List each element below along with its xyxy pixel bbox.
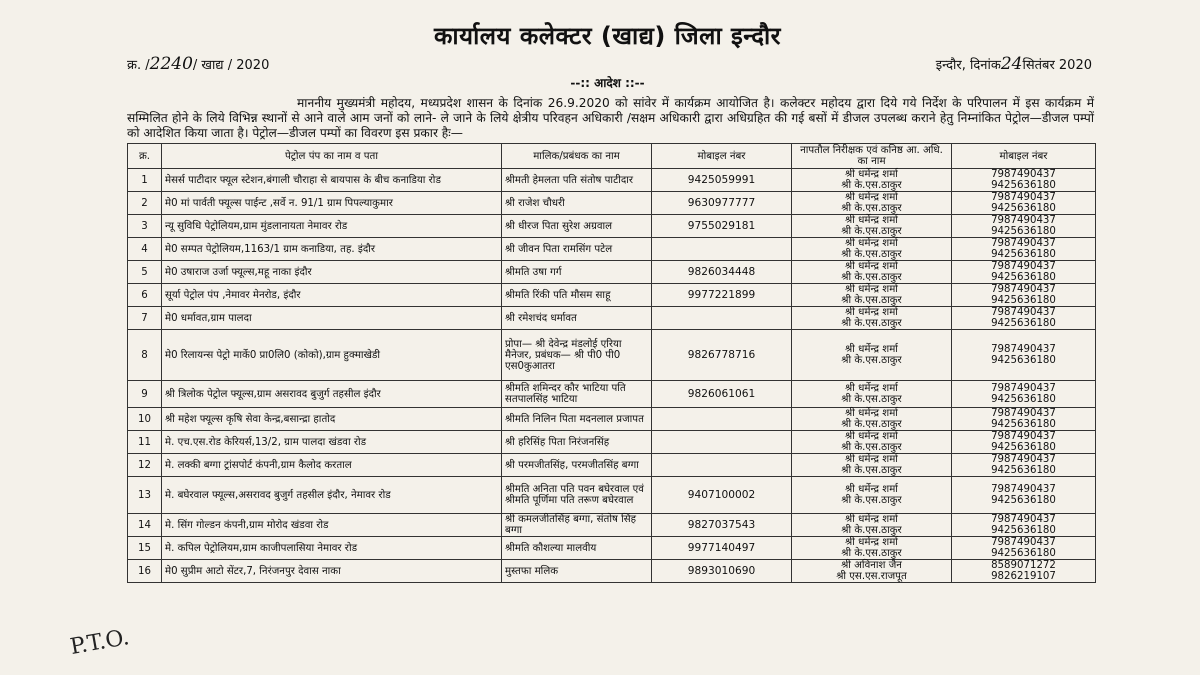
cell-sn: 13	[128, 477, 162, 514]
officer-mobile-2: 9425636180	[991, 272, 1056, 283]
date-prefix: इन्दौर, दिनांक	[935, 58, 1001, 73]
officer-mobile-1: 7987490437	[991, 408, 1056, 419]
cell-officer-mobiles	[952, 284, 1096, 307]
cell-officers	[792, 431, 952, 454]
header-pump: पेट्रोल पंप का नाम व पता	[162, 144, 502, 169]
reference-number	[127, 54, 269, 74]
cell-sn: 5	[128, 261, 162, 284]
table-row	[128, 307, 1096, 330]
officer-mobile-2: 9425636180	[991, 394, 1056, 405]
cell-officers	[792, 261, 952, 284]
cell-pump: मेसर्स पाटीदार फ्यूल स्टेशन,बंगाली चौराहा से बायपास के बीच कनाडिया रोड	[162, 169, 502, 192]
officer-2: श्री के.एस.ठाकुर	[841, 355, 902, 366]
cell-officers	[792, 560, 952, 583]
officer-2: श्री एस.एस.राजपूत	[836, 571, 907, 582]
cell-sn: 7	[128, 307, 162, 330]
officer-mobile-2: 9425636180	[991, 495, 1056, 506]
cell-officers	[792, 381, 952, 408]
officer-1: श्री धर्मेन्द्र शर्मा	[845, 383, 898, 394]
officer-mobile-2: 9425636180	[991, 180, 1056, 191]
officer-2: श्री के.एस.ठाकुर	[841, 318, 902, 329]
cell-mobile: 9755029181	[652, 215, 792, 238]
office-title: कार्यालय कलेक्टर (खाद्य) जिला इन्दौर	[434, 22, 781, 50]
date-suffix: सितंबर 2020	[1022, 58, 1092, 73]
table-row	[128, 169, 1096, 192]
officer-1: श्री धर्मेन्द्र शर्मा	[845, 307, 898, 318]
cell-officers	[792, 307, 952, 330]
order-heading: --:: आदेश ::--	[570, 76, 645, 90]
officer-1: श्री धर्मेन्द्र शर्मा	[845, 484, 898, 495]
officer-mobile-2: 9425636180	[991, 419, 1056, 430]
officer-1: श्री धर्मेन्द्र शर्मा	[845, 514, 898, 525]
officer-1: श्री धर्मेन्द्र शर्मा	[845, 454, 898, 465]
officer-2: श्री के.एस.ठाकुर	[841, 495, 902, 506]
cell-pump: मे. एच.एस.रोड केरियर्स,13/2, ग्राम पालदा खंडवा रोड	[162, 431, 502, 454]
cell-pump: मे. बघेरवाल फ्यूल्स,असरावद बुजुर्ग तहसील इंदौर, नेमावर रोड	[162, 477, 502, 514]
officer-mobile-2: 9425636180	[991, 295, 1056, 306]
cell-pump: मे0 रिलायन्स पेट्रो मार्के0 प्रा0लि0 (कोको),ग्राम हुक्माखेडी	[162, 330, 502, 381]
order-date	[936, 54, 1092, 74]
officer-mobile-1: 7987490437	[991, 537, 1056, 548]
officer-2: श्री के.एस.ठाकुर	[841, 419, 902, 430]
cell-pump: मे0 सम्पत पेट्रोलियम,1163/1 ग्राम कनाडिया, तह. इंदौर	[162, 238, 502, 261]
cell-officer-mobiles	[952, 537, 1096, 560]
cell-officer-mobiles	[952, 381, 1096, 408]
cell-sn: 14	[128, 514, 162, 537]
cell-officer-mobiles	[952, 330, 1096, 381]
officer-1: श्री धर्मेन्द्र शर्मा	[845, 169, 898, 180]
officer-1: श्री धर्मेन्द्र शर्मा	[845, 284, 898, 295]
table-row	[128, 381, 1096, 408]
ref-suffix: / खाद्य / 2020	[192, 58, 270, 73]
cell-officers	[792, 192, 952, 215]
cell-sn: 16	[128, 560, 162, 583]
cell-owner: श्रीमति अनिता पति पवन बघेरवाल एवं श्रीमति पूर्णिमा पति तरूण बघेरवाल	[502, 477, 652, 514]
officer-2: श्री के.एस.ठाकुर	[841, 203, 902, 214]
cell-officers	[792, 238, 952, 261]
cell-mobile	[652, 238, 792, 261]
cell-pump: न्यू सुविधि पेट्रोलियम,ग्राम मुंडलानायता नेमावर रोड	[162, 215, 502, 238]
cell-officers	[792, 169, 952, 192]
officer-mobile-2: 9425636180	[991, 249, 1056, 260]
officer-mobile-1: 7987490437	[991, 383, 1056, 394]
cell-officers	[792, 215, 952, 238]
cell-officer-mobiles	[952, 215, 1096, 238]
cell-owner: श्री परमजीतसिंह, परमजीतसिंह बग्गा	[502, 454, 652, 477]
officer-2: श्री के.एस.ठाकुर	[841, 465, 902, 476]
order-document	[68, 18, 1100, 668]
officer-mobile-2: 9425636180	[991, 525, 1056, 536]
header-mobile: मोबाइल नंबर	[652, 144, 792, 169]
cell-mobile: 9826034448	[652, 261, 792, 284]
officer-mobile-1: 7987490437	[991, 344, 1056, 355]
cell-pump: मे. लक्की बग्गा ट्रांसपोर्ट कंपनी,ग्राम कैलोद करताल	[162, 454, 502, 477]
header-owner: मालिक/प्रबंधक का नाम	[502, 144, 652, 169]
cell-sn: 9	[128, 381, 162, 408]
cell-officer-mobiles	[952, 431, 1096, 454]
cell-mobile	[652, 408, 792, 431]
ref-prefix: क्र. /	[127, 58, 150, 73]
cell-owner: श्री कमलजीतसिंह बग्गा, संतोष सिंह बग्गा	[502, 514, 652, 537]
officer-mobile-2: 9425636180	[991, 465, 1056, 476]
reference-row	[115, 54, 1100, 74]
cell-owner: श्रीमति निलिन पिता मदनलाल प्रजापत	[502, 408, 652, 431]
cell-sn: 15	[128, 537, 162, 560]
cell-sn: 6	[128, 284, 162, 307]
cell-sn: 4	[128, 238, 162, 261]
table-row	[128, 408, 1096, 431]
officer-1: श्री धर्मेन्द्र शर्मा	[845, 261, 898, 272]
cell-mobile: 9826061061	[652, 381, 792, 408]
officer-mobile-2: 9425636180	[991, 548, 1056, 559]
petrol-pump-table	[127, 143, 1096, 583]
officer-mobile-2: 9826219107	[991, 571, 1056, 582]
officer-2: श्री के.एस.ठाकुर	[841, 226, 902, 237]
cell-owner: श्रीमति उषा गर्ग	[502, 261, 652, 284]
cell-officer-mobiles	[952, 477, 1096, 514]
officer-mobile-1: 7987490437	[991, 284, 1056, 295]
cell-officers	[792, 477, 952, 514]
cell-officers	[792, 514, 952, 537]
cell-officers	[792, 330, 952, 381]
cell-mobile	[652, 431, 792, 454]
table-row	[128, 261, 1096, 284]
officer-1: श्री धर्मेन्द्र शर्मा	[845, 215, 898, 226]
cell-officer-mobiles	[952, 169, 1096, 192]
cell-owner: श्री धीरज पिता सुरेश अग्रवाल	[502, 215, 652, 238]
cell-sn: 2	[128, 192, 162, 215]
cell-pump: श्री त्रिलोक पेट्रोल फ्यूल्स,ग्राम असरावद बुजुर्ग तहसील इंदौर	[162, 381, 502, 408]
officer-2: श्री के.एस.ठाकुर	[841, 525, 902, 536]
officer-2: श्री के.एस.ठाकुर	[841, 394, 902, 405]
officer-1: श्री धर्मेन्द्र शर्मा	[845, 238, 898, 249]
handwritten-mark: P.T.O.	[68, 625, 132, 660]
table-row	[128, 330, 1096, 381]
officer-mobile-1: 7987490437	[991, 431, 1056, 442]
officer-mobile-2: 9425636180	[991, 355, 1056, 366]
cell-pump: मे. कपिल पेट्रोलियम,ग्राम काजीपलासिया नेमावर रोड	[162, 537, 502, 560]
cell-pump: मे0 मां पार्वती फ्यूल्स पाईन्ट ,सर्वे न. 91/1 ग्राम पिपल्याकुमार	[162, 192, 502, 215]
cell-officer-mobiles	[952, 261, 1096, 284]
cell-sn: 8	[128, 330, 162, 381]
officer-2: श्री के.एस.ठाकुर	[841, 249, 902, 260]
table-row	[128, 192, 1096, 215]
date-day-handwritten: 24	[1000, 54, 1023, 74]
order-paragraph: माननीय मुख्यमंत्री महोदय, मध्यप्रदेश शासन के दिनांक 26.9.2020 को सांवेर में कार्यक्रम आयोजित है। कलेक्टर महोदय द्वारा दिये गये निर्देश के परिपालन में इस कार्यक्रम में सम्मिलित होने के लिये विभिन्न स्थानों से आने वाले आम जनों को लाने- ले जाने के लिये क्षेत्रीय परिवहन अधिकारी /सक्षम अधिकारी द्वारा अधिग्रहित की गई बसों में डीजल उपलब्ध कराने हेतु निम्नांकित पेट्रोल—डीजल पम्पों को आदेशित किया जाता है। पेट्रोल—डीजल पम्पों का विवरण इस प्रकार हैः—	[127, 96, 1094, 140]
officer-2: श्री के.एस.ठाकुर	[841, 180, 902, 191]
cell-pump: मे. सिंग गोल्डन कंपनी,ग्राम मोरोद खंडवा रोड	[162, 514, 502, 537]
officer-1: श्री धर्मेन्द्र शर्मा	[845, 537, 898, 548]
cell-officer-mobiles	[952, 238, 1096, 261]
cell-officer-mobiles	[952, 192, 1096, 215]
officer-mobile-2: 9425636180	[991, 442, 1056, 453]
cell-mobile: 9630977777	[652, 192, 792, 215]
table-row	[128, 454, 1096, 477]
cell-mobile: 9977140497	[652, 537, 792, 560]
cell-officers	[792, 537, 952, 560]
officer-mobile-1: 7987490437	[991, 484, 1056, 495]
cell-owner: श्री जीवन पिता रामसिंग पटेल	[502, 238, 652, 261]
officer-1: श्री धर्मेन्द्र शर्मा	[845, 192, 898, 203]
officer-2: श्री के.एस.ठाकुर	[841, 548, 902, 559]
header-officer-mobile: मोबाइल नंबर	[952, 144, 1096, 169]
table-header-row	[128, 144, 1096, 169]
cell-owner: श्री राजेश चौधरी	[502, 192, 652, 215]
table-row	[128, 537, 1096, 560]
officer-mobile-1: 7987490437	[991, 215, 1056, 226]
cell-mobile: 9827037543	[652, 514, 792, 537]
officer-mobile-2: 9425636180	[991, 226, 1056, 237]
cell-officer-mobiles	[952, 307, 1096, 330]
header-officer: नापतौल निरीक्षक एवं कनिष्ठ आ. अधि. का नाम	[792, 144, 952, 169]
cell-mobile	[652, 307, 792, 330]
table-row	[128, 514, 1096, 537]
cell-owner: श्री हरिसिंह पिता निरंजनसिंह	[502, 431, 652, 454]
cell-owner: श्री रमेशचंद धर्मावत	[502, 307, 652, 330]
officer-1: श्री धर्मेन्द्र शर्मा	[845, 408, 898, 419]
officer-1: श्री अविनाश जैन	[841, 560, 902, 571]
cell-owner: श्रीमति कौशल्या मालवीय	[502, 537, 652, 560]
cell-officer-mobiles	[952, 560, 1096, 583]
officer-mobile-1: 7987490437	[991, 454, 1056, 465]
cell-owner: मुस्तफा मलिक	[502, 560, 652, 583]
cell-pump: सूर्या पेट्रोल पंप ,नेमावर मेनरोड, इंदौर	[162, 284, 502, 307]
cell-officers	[792, 284, 952, 307]
cell-mobile: 9893010690	[652, 560, 792, 583]
officer-1: श्री धर्मेन्द्र शर्मा	[845, 344, 898, 355]
table-row	[128, 284, 1096, 307]
cell-sn: 10	[128, 408, 162, 431]
cell-officer-mobiles	[952, 408, 1096, 431]
cell-officers	[792, 408, 952, 431]
cell-pump: मे0 धर्मावत,ग्राम पालदा	[162, 307, 502, 330]
officer-mobile-1: 7987490437	[991, 192, 1056, 203]
cell-pump: मे0 सुप्रीम आटो सेंटर,7, निरंजनपुर देवास नाका	[162, 560, 502, 583]
cell-sn: 1	[128, 169, 162, 192]
officer-mobile-1: 7987490437	[991, 261, 1056, 272]
cell-officers	[792, 454, 952, 477]
officer-1: श्री धर्मेन्द्र शर्मा	[845, 431, 898, 442]
cell-sn: 11	[128, 431, 162, 454]
table-body	[128, 169, 1096, 583]
table-row	[128, 238, 1096, 261]
officer-2: श्री के.एस.ठाकुर	[841, 442, 902, 453]
officer-mobile-2: 9425636180	[991, 203, 1056, 214]
cell-owner: श्रीमती हेमलता पति संतोष पाटीदार	[502, 169, 652, 192]
ref-number-handwritten: 2240	[149, 54, 193, 74]
cell-mobile: 9977221899	[652, 284, 792, 307]
cell-pump: मे0 उषाराज उर्जा फ्यूल्स,महू नाका इंदौर	[162, 261, 502, 284]
table-row	[128, 477, 1096, 514]
cell-officer-mobiles	[952, 514, 1096, 537]
table-row	[128, 431, 1096, 454]
officer-mobile-1: 7987490437	[991, 307, 1056, 318]
cell-mobile: 9826778716	[652, 330, 792, 381]
officer-mobile-1: 7987490437	[991, 238, 1056, 249]
table-row	[128, 215, 1096, 238]
officer-mobile-1: 8589071272	[991, 560, 1056, 571]
officer-mobile-1: 7987490437	[991, 169, 1056, 180]
header-sn: क्र.	[128, 144, 162, 169]
cell-officer-mobiles	[952, 454, 1096, 477]
table-row	[128, 560, 1096, 583]
officer-mobile-2: 9425636180	[991, 318, 1056, 329]
cell-sn: 12	[128, 454, 162, 477]
cell-mobile	[652, 454, 792, 477]
cell-owner: प्रोपा— श्री देवेन्द्र मंडलोई एरिया मैनेजर, प्रबंधक— श्री पी0 पी0 एस0कुआतरा	[502, 330, 652, 381]
cell-mobile: 9425059991	[652, 169, 792, 192]
cell-owner: श्रीमति शमिन्दर कौर भाटिया पति सतपालसिंह भाटिया	[502, 381, 652, 408]
officer-mobile-1: 7987490437	[991, 514, 1056, 525]
cell-mobile: 9407100002	[652, 477, 792, 514]
cell-sn: 3	[128, 215, 162, 238]
officer-2: श्री के.एस.ठाकुर	[841, 295, 902, 306]
officer-2: श्री के.एस.ठाकुर	[841, 272, 902, 283]
cell-pump: श्री महेश फ्यूल्स कृषि सेवा केन्द्र,बसान्द्रा हातोद	[162, 408, 502, 431]
cell-owner: श्रीमति रिंकी पति मौसम साहू	[502, 284, 652, 307]
